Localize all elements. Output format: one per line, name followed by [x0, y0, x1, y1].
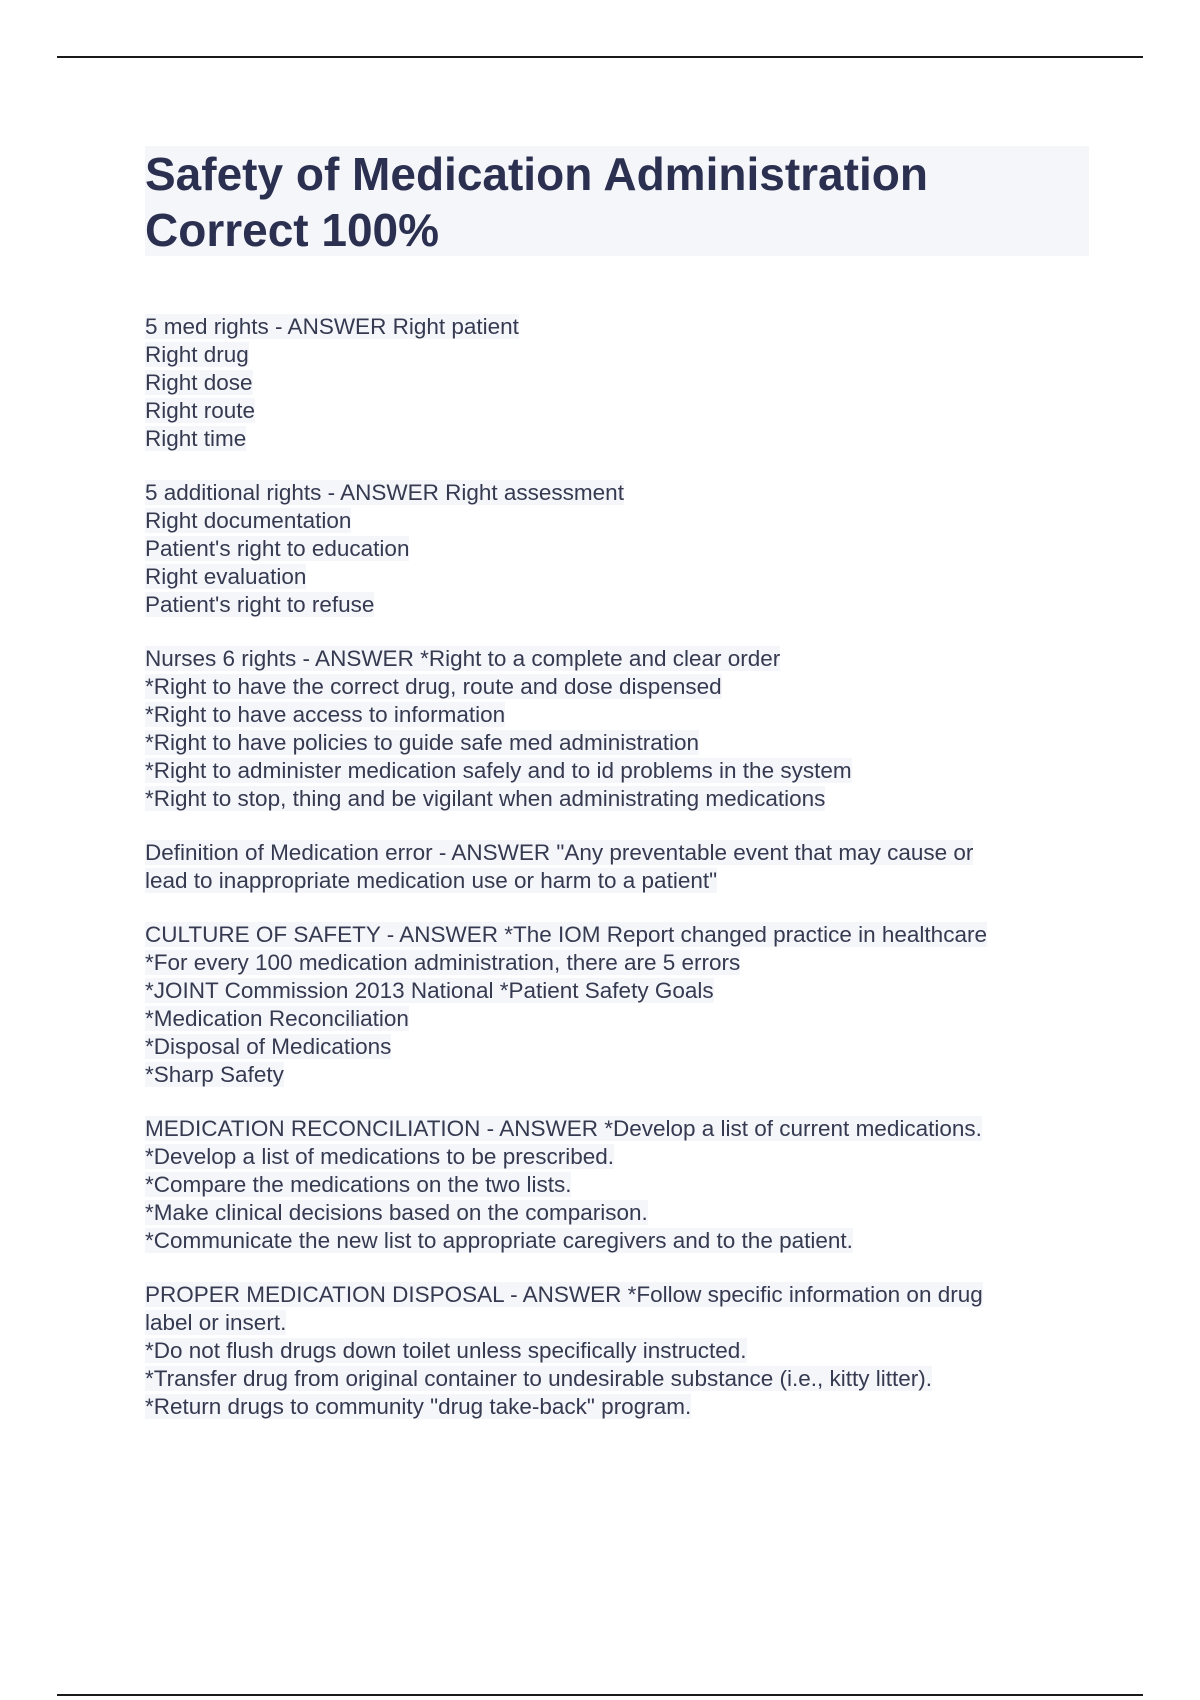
qa-line: 5 med rights - ANSWER Right patient	[145, 314, 519, 339]
qa-line: MEDICATION RECONCILIATION - ANSWER *Develop a list of current medications.	[145, 1116, 982, 1141]
qa-line: CULTURE OF SAFETY - ANSWER *The IOM Report changed practice in healthcare	[145, 922, 987, 947]
qa-line: PROPER MEDICATION DISPOSAL - ANSWER *Follow specific information on drug	[145, 1282, 983, 1307]
qa-line: 5 additional rights - ANSWER Right assessment	[145, 480, 624, 505]
qa-line: lead to inappropriate medication use or harm to a patient"	[145, 868, 718, 893]
qa-line: *Sharp Safety	[145, 1062, 284, 1087]
document-body	[145, 313, 1105, 1447]
qa-item-medication-disposal	[145, 1281, 1105, 1421]
qa-line: *Do not flush drugs down toilet unless specifically instructed.	[145, 1338, 747, 1363]
footer-rule	[57, 1694, 1143, 1696]
page-title	[145, 146, 1089, 258]
qa-line: *Communicate the new list to appropriate caregivers and to the patient.	[145, 1228, 853, 1253]
title-line-2: Correct 100%	[145, 204, 440, 256]
qa-item-nurses-rights	[145, 645, 1105, 813]
qa-line: Right time	[145, 426, 247, 451]
qa-line: *For every 100 medication administration, there are 5 errors	[145, 950, 741, 975]
qa-line: Right drug	[145, 342, 249, 367]
qa-line: *Develop a list of medications to be prescribed.	[145, 1144, 614, 1169]
title-block	[145, 146, 1089, 256]
qa-line: Right evaluation	[145, 564, 307, 589]
qa-line: *Make clinical decisions based on the comparison.	[145, 1200, 648, 1225]
qa-item-medication-error	[145, 839, 1105, 895]
qa-item-additional-rights	[145, 479, 1105, 619]
qa-line: *Right to have policies to guide safe med administration	[145, 730, 700, 755]
qa-line: Nurses 6 rights - ANSWER *Right to a complete and clear order	[145, 646, 781, 671]
qa-line: Right route	[145, 398, 256, 423]
title-line-1: Safety of Medication Administration	[145, 148, 928, 200]
qa-line: *Transfer drug from original container to undesirable substance (i.e., kitty litter).	[145, 1366, 933, 1391]
qa-item-culture-of-safety	[145, 921, 1105, 1089]
qa-item-medication-reconciliation	[145, 1115, 1105, 1255]
qa-line: Definition of Medication error - ANSWER "Any preventable event that may cause or	[145, 840, 974, 865]
qa-line: *Return drugs to community "drug take-back" program.	[145, 1394, 692, 1419]
qa-line: *Disposal of Medications	[145, 1034, 392, 1059]
qa-line: Right dose	[145, 370, 253, 395]
qa-line: *Right to have access to information	[145, 702, 506, 727]
qa-line: label or insert.	[145, 1310, 287, 1335]
qa-line: *Right to have the correct drug, route and dose dispensed	[145, 674, 722, 699]
qa-line: *Compare the medications on the two lists.	[145, 1172, 572, 1197]
qa-line: *Medication Reconciliation	[145, 1006, 409, 1031]
qa-line: Patient's right to education	[145, 536, 410, 561]
qa-line: *JOINT Commission 2013 National *Patient Safety Goals	[145, 978, 714, 1003]
header-rule	[57, 56, 1143, 58]
qa-line: Patient's right to refuse	[145, 592, 375, 617]
qa-line: Right documentation	[145, 508, 352, 533]
qa-line: *Right to stop, thing and be vigilant when administrating medications	[145, 786, 826, 811]
qa-item-med-rights	[145, 313, 1105, 453]
qa-line: *Right to administer medication safely and to id problems in the system	[145, 758, 852, 783]
